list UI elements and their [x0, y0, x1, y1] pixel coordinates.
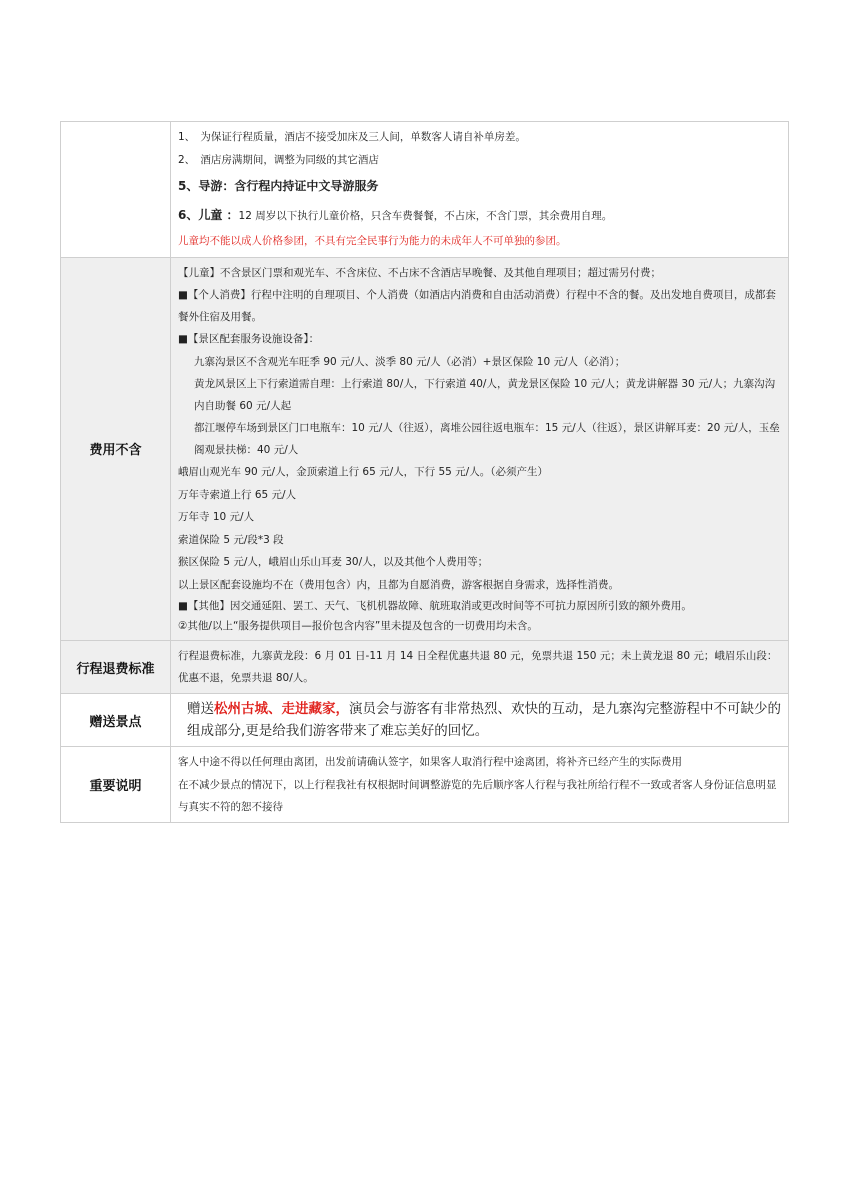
- child-warning: 儿童均不能以成人价格参团，不具有完全民事行为能力的未成年人不可单独的参团。: [178, 235, 567, 247]
- notes-label: 重要说明: [61, 747, 171, 823]
- child-policy: [178, 201, 782, 230]
- gift-text: 演员会与游客有非常热烈、欢快的互动，是九寨沟完整游程中不可缺少的组成部分,更是给我们游客带来了难忘美好的回忆。: [187, 701, 781, 739]
- gift-cell: [171, 694, 789, 747]
- empty-label-cell: [61, 122, 171, 258]
- hotel-note-1: 1、 为保证行程质量，酒店不接受加床及三人间，单数客人请自补单房差。: [178, 131, 526, 143]
- refund-label: 行程退费标准: [61, 641, 171, 694]
- table-row: [61, 257, 789, 641]
- child-policy-label: 6、儿童 ：: [178, 208, 239, 222]
- exclusions-cell: [171, 257, 789, 641]
- itinerary-terms-table: [60, 121, 789, 823]
- notes-cell: [171, 747, 789, 823]
- exclusion-line: 峨眉山观光车 90 元/人，金顶索道上行 65 元/人，下行 55 元/人。（必须产生）: [178, 466, 548, 478]
- refund-text: 行程退费标准，九寨黄龙段：6 月 01 日-11 月 14 日全程优惠共退 80 元，免票共退 150 元；未上黄龙退 80 元；峨眉乐山段：优惠不退，免票共退 80/人。: [178, 650, 778, 684]
- exclusion-line: 都江堰停车场到景区门口电瓶车：10 元/人（往返），离堆公园往返电瓶车：15 元/人（往返），景区讲解耳麦：20 元/人，玉垒阁观景扶梯：40 元/人: [194, 422, 780, 456]
- exclusion-line: ■【其他】因交通延阻、罢工、天气、飞机机器故障、航班取消或更改时间等不可抗力原因所引致的额外费用。: [178, 600, 692, 612]
- exclusion-line: ②其他/以上“服务提供项目—报价包含内容”里未提及包含的一切费用均未含。: [178, 620, 538, 632]
- exclusion-line: 猴区保险 5 元/人，峨眉山乐山耳麦 30/人，以及其他个人费用等；: [178, 556, 489, 568]
- exclusion-line: 黄龙风景区上下行索道需自理：上行索道 80/人，下行索道 40/人，黄龙景区保险 10 元/人；黄龙讲解器 30 元/人；九寨沟沟内自助餐 60 元/人起: [194, 378, 776, 412]
- table-row: [61, 122, 789, 258]
- hotel-guide-child-cell: [171, 122, 789, 258]
- hotel-note-2: 2、 酒店房满期间，调整为同级的其它酒店: [178, 153, 379, 166]
- table-row: [61, 747, 789, 823]
- guide-service: 5、导游：含行程内持证中文导游服务: [178, 179, 379, 193]
- exclusion-line: ■【景区配套服务设施设备】：: [178, 333, 320, 345]
- gift-highlight: 松州古城、走进藏家，: [214, 701, 349, 717]
- gift-prefix: 赠送: [187, 701, 214, 717]
- exclusion-line: 以上景区配套设施均不在（费用包含）内，且都为自愿消费，游客根据自身需求，选择性消费。: [178, 578, 619, 591]
- table-row: [61, 641, 789, 694]
- exclusion-line: 九寨沟景区不含观光车旺季 90 元/人、淡季 80 元/人（必消）+景区保险 10 元/人（必消）；: [194, 355, 626, 368]
- exclusion-line: 万年寺 10 元/人: [178, 511, 255, 523]
- exclusions-label: 费用不含: [61, 257, 171, 641]
- exclusion-line: 万年寺索道上行 65 元/人: [178, 488, 297, 501]
- child-policy-text: 12 周岁以下执行儿童价格，只含车费餐餐，不占床，不含门票，其余费用自理。: [238, 210, 613, 222]
- note-line-2: 在不减少景点的情况下，以上行程我社有权根据时间调整游览的先后顺序客人行程与我社所给行程不一致或者客人身份证信息明显与真实不符的恕不接待: [178, 778, 777, 813]
- note-line-1: 客人中途不得以任何理由离团，出发前请确认签字，如果客人取消行程中途离团，将补齐已经产生的实际费用: [178, 756, 682, 768]
- refund-cell: [171, 641, 789, 694]
- table-row: [61, 694, 789, 747]
- gift-description: [178, 698, 782, 742]
- exclusion-line: 【儿童】不含景区门票和观光车、不含床位、不占床不含酒店早晚餐、及其他自理项目；超过需另付费；: [178, 266, 661, 279]
- exclusion-line: 索道保险 5 元/段*3 段: [178, 533, 284, 546]
- gift-label: 赠送景点: [61, 694, 171, 747]
- exclusion-line: ■【个人消费】行程中注明的自理项目、个人消费（如酒店内消费和自由活动消费）行程中不含的餐。及出发地自费项目，成都套餐外住宿及用餐。: [178, 289, 776, 323]
